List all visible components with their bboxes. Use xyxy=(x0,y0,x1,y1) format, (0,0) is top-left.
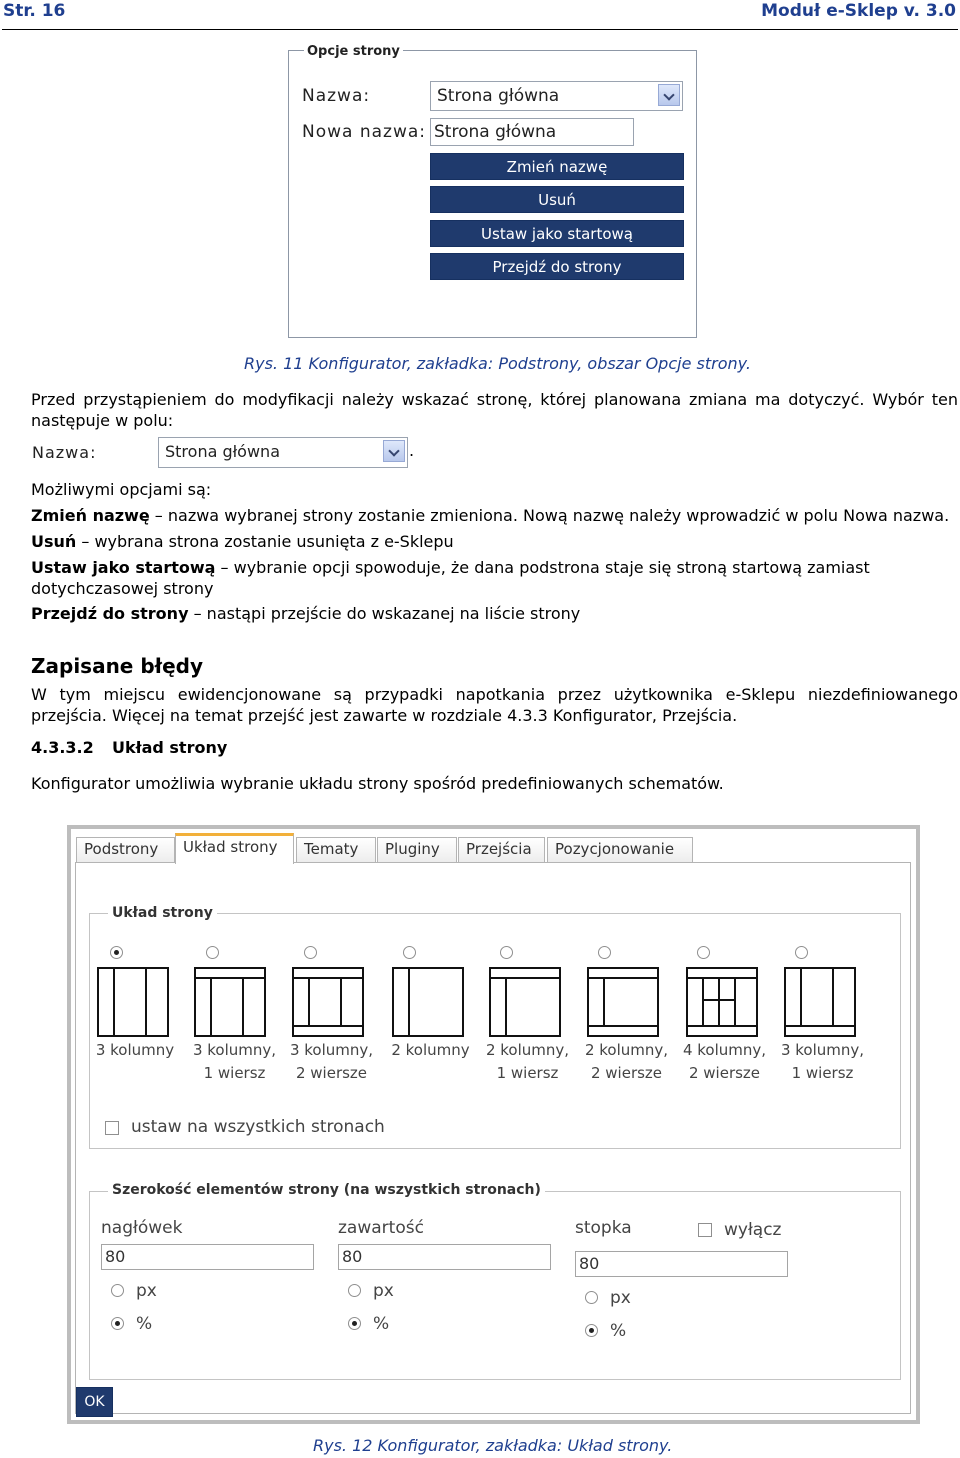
document-title: Moduł e-Sklep v. 3.0 xyxy=(761,1,956,21)
inline-name-label: Nazwa: xyxy=(32,443,97,462)
layout-3col-1row-icon[interactable] xyxy=(194,967,266,1037)
disable-footer-checkbox[interactable] xyxy=(698,1223,712,1237)
layout-2col-2row-icon[interactable] xyxy=(587,967,659,1037)
option-delete-term: Usuń xyxy=(31,532,77,551)
footer-px-radio[interactable] xyxy=(585,1291,598,1304)
tab-page-layout[interactable]: Układ strony xyxy=(175,833,294,864)
all-pages-label: ustaw na wszystkich stronach xyxy=(131,1117,385,1137)
layout-radio-6[interactable] xyxy=(598,946,611,959)
all-pages-checkbox[interactable] xyxy=(105,1121,119,1135)
page-options-legend: Opcje strony xyxy=(304,44,403,59)
layout-caption-4: 2 kolumny xyxy=(391,1041,470,1059)
header-width-label: nagłówek xyxy=(101,1218,183,1238)
name-select[interactable] xyxy=(430,81,683,111)
content-percent-radio[interactable] xyxy=(348,1317,361,1330)
header-divider xyxy=(2,29,958,30)
options-intro: Możliwymi opcjami są: xyxy=(31,480,212,499)
disable-footer-label: wyłącz xyxy=(724,1220,782,1240)
tab-themes[interactable]: Tematy xyxy=(296,837,376,863)
content-percent-label: % xyxy=(373,1314,390,1334)
section-number: 4.3.3.2 xyxy=(31,738,94,757)
option-rename-text: – nazwa wybranej strony zostanie zmieniona. Nową nazwę należy wprowadzić w polu Nowa nazwa. xyxy=(149,506,950,525)
figure-11-caption: Rys. 11 Konfigurator, zakładka: Podstrony, obszar Opcje strony. xyxy=(244,354,751,373)
new-name-label: Nowa nazwa: xyxy=(302,122,427,142)
layout-caption-1: 3 kolumny xyxy=(95,1041,175,1059)
layout-radio-5[interactable] xyxy=(500,946,513,959)
chevron-down-icon[interactable] xyxy=(383,440,405,462)
header-percent-label: % xyxy=(136,1314,153,1334)
option-rename xyxy=(31,505,958,526)
header-px-radio[interactable] xyxy=(111,1284,124,1297)
delete-button[interactable]: Usuń xyxy=(430,186,684,213)
rename-button[interactable]: Zmień nazwę xyxy=(430,153,684,180)
inline-dot: . xyxy=(409,441,415,460)
content-width-label: zawartość xyxy=(338,1218,424,1238)
layout-caption-6: 2 kolumny, 2 wiersze xyxy=(584,1041,669,1082)
option-go-to-term: Przejdź do strony xyxy=(31,604,189,623)
header-px-label: px xyxy=(136,1281,157,1301)
section-title: Układ strony xyxy=(112,738,228,757)
layout-3col-1row-bottom-icon[interactable] xyxy=(784,967,856,1037)
layout-radio-2[interactable] xyxy=(206,946,219,959)
width-legend: Szerokość elementów strony (na wszystkich stronach) xyxy=(108,1182,545,1198)
figure-12-caption: Rys. 12 Konfigurator, zakładka: Układ strony. xyxy=(313,1436,673,1455)
errors-heading: Zapisane błędy xyxy=(31,654,203,678)
footer-percent-radio[interactable] xyxy=(585,1324,598,1337)
errors-paragraph: W tym miejscu ewidencjonowane są przypadki napotkania przez użytkownika e-Sklepu niezdefiniowanego przejścia. Więcej na temat przejść jest zawarte w rozdziale 4.3.3 Konfigurator, Przejścia. xyxy=(31,685,958,725)
layout-radio-1[interactable] xyxy=(110,946,123,959)
option-set-start-text: – wybranie opcji spowoduje, że dana podstrona staje się stroną startową zamiast dotychczasowej strony xyxy=(31,558,870,598)
ok-button[interactable]: OK xyxy=(76,1387,113,1417)
footer-percent-label: % xyxy=(610,1321,627,1341)
tab-bar xyxy=(71,829,916,863)
tab-plugins[interactable]: Pluginy xyxy=(377,837,457,863)
header-width-input[interactable]: 80 xyxy=(101,1244,314,1270)
layout-2col-icon[interactable] xyxy=(392,967,464,1037)
layout-caption-3: 3 kolumny, 2 wiersze xyxy=(289,1041,374,1082)
layout-caption-5: 2 kolumny, 1 wiersz xyxy=(485,1041,570,1082)
set-start-page-button[interactable]: Ustaw jako startową xyxy=(430,220,684,247)
option-set-start-term: Ustaw jako startową xyxy=(31,558,216,577)
layout-2col-1row-icon[interactable] xyxy=(489,967,561,1037)
page-number: Str. 16 xyxy=(3,1,66,21)
footer-px-label: px xyxy=(610,1288,631,1308)
name-label: Nazwa: xyxy=(302,86,371,106)
option-delete-text: – wybrana strona zostanie usunięta z e-Sklepu xyxy=(76,532,454,551)
content-px-label: px xyxy=(373,1281,394,1301)
configurator-window xyxy=(67,825,920,1424)
new-name-input[interactable]: Strona główna xyxy=(430,118,634,146)
option-go-to xyxy=(31,603,958,624)
tab-transitions[interactable]: Przejścia xyxy=(458,837,545,863)
tab-panel xyxy=(75,862,911,1414)
layout-caption-2: 3 kolumny, 1 wiersz xyxy=(192,1041,277,1082)
option-rename-term: Zmień nazwę xyxy=(31,506,150,525)
inline-name-select-value: Strona główna xyxy=(165,442,280,461)
layout-caption-7: 4 kolumny, 2 wiersze xyxy=(682,1041,767,1082)
layout-caption-8: 3 kolumny, 1 wiersz xyxy=(780,1041,865,1082)
inline-name-select[interactable] xyxy=(158,437,408,468)
layout-radio-7[interactable] xyxy=(697,946,710,959)
go-to-page-button[interactable]: Przejdź do strony xyxy=(430,253,684,280)
layout-radio-3[interactable] xyxy=(304,946,317,959)
tab-positioning[interactable]: Pozycjonowanie xyxy=(547,837,693,863)
header-percent-radio[interactable] xyxy=(111,1317,124,1330)
layout-3col-2row-icon[interactable] xyxy=(292,967,364,1037)
layout-radio-4[interactable] xyxy=(403,946,416,959)
intro-paragraph: Przed przystąpieniem do modyfikacji należy wskazać stronę, której planowana zmiana ma dotyczyć. Wybór ten następuje w polu: xyxy=(31,390,958,430)
layout-radio-8[interactable] xyxy=(795,946,808,959)
layout-legend: Układ strony xyxy=(108,905,217,921)
name-select-value: Strona główna xyxy=(437,86,560,106)
option-delete xyxy=(31,531,958,552)
option-go-to-text: – nastąpi przejście do wskazanej na liście strony xyxy=(188,604,581,623)
content-px-radio[interactable] xyxy=(348,1284,361,1297)
layout-4col-2row-icon[interactable] xyxy=(686,967,758,1037)
content-width-input[interactable]: 80 xyxy=(338,1244,551,1270)
layout-paragraph: Konfigurator umożliwia wybranie układu strony spośród predefiniowanych schematów. xyxy=(31,774,724,793)
footer-width-input[interactable]: 80 xyxy=(575,1251,788,1277)
option-set-start xyxy=(31,557,958,599)
chevron-down-icon[interactable] xyxy=(658,84,680,106)
footer-width-label: stopka xyxy=(575,1218,632,1238)
layout-3col-icon[interactable] xyxy=(97,967,169,1037)
tab-subpages[interactable]: Podstrony xyxy=(76,837,175,863)
